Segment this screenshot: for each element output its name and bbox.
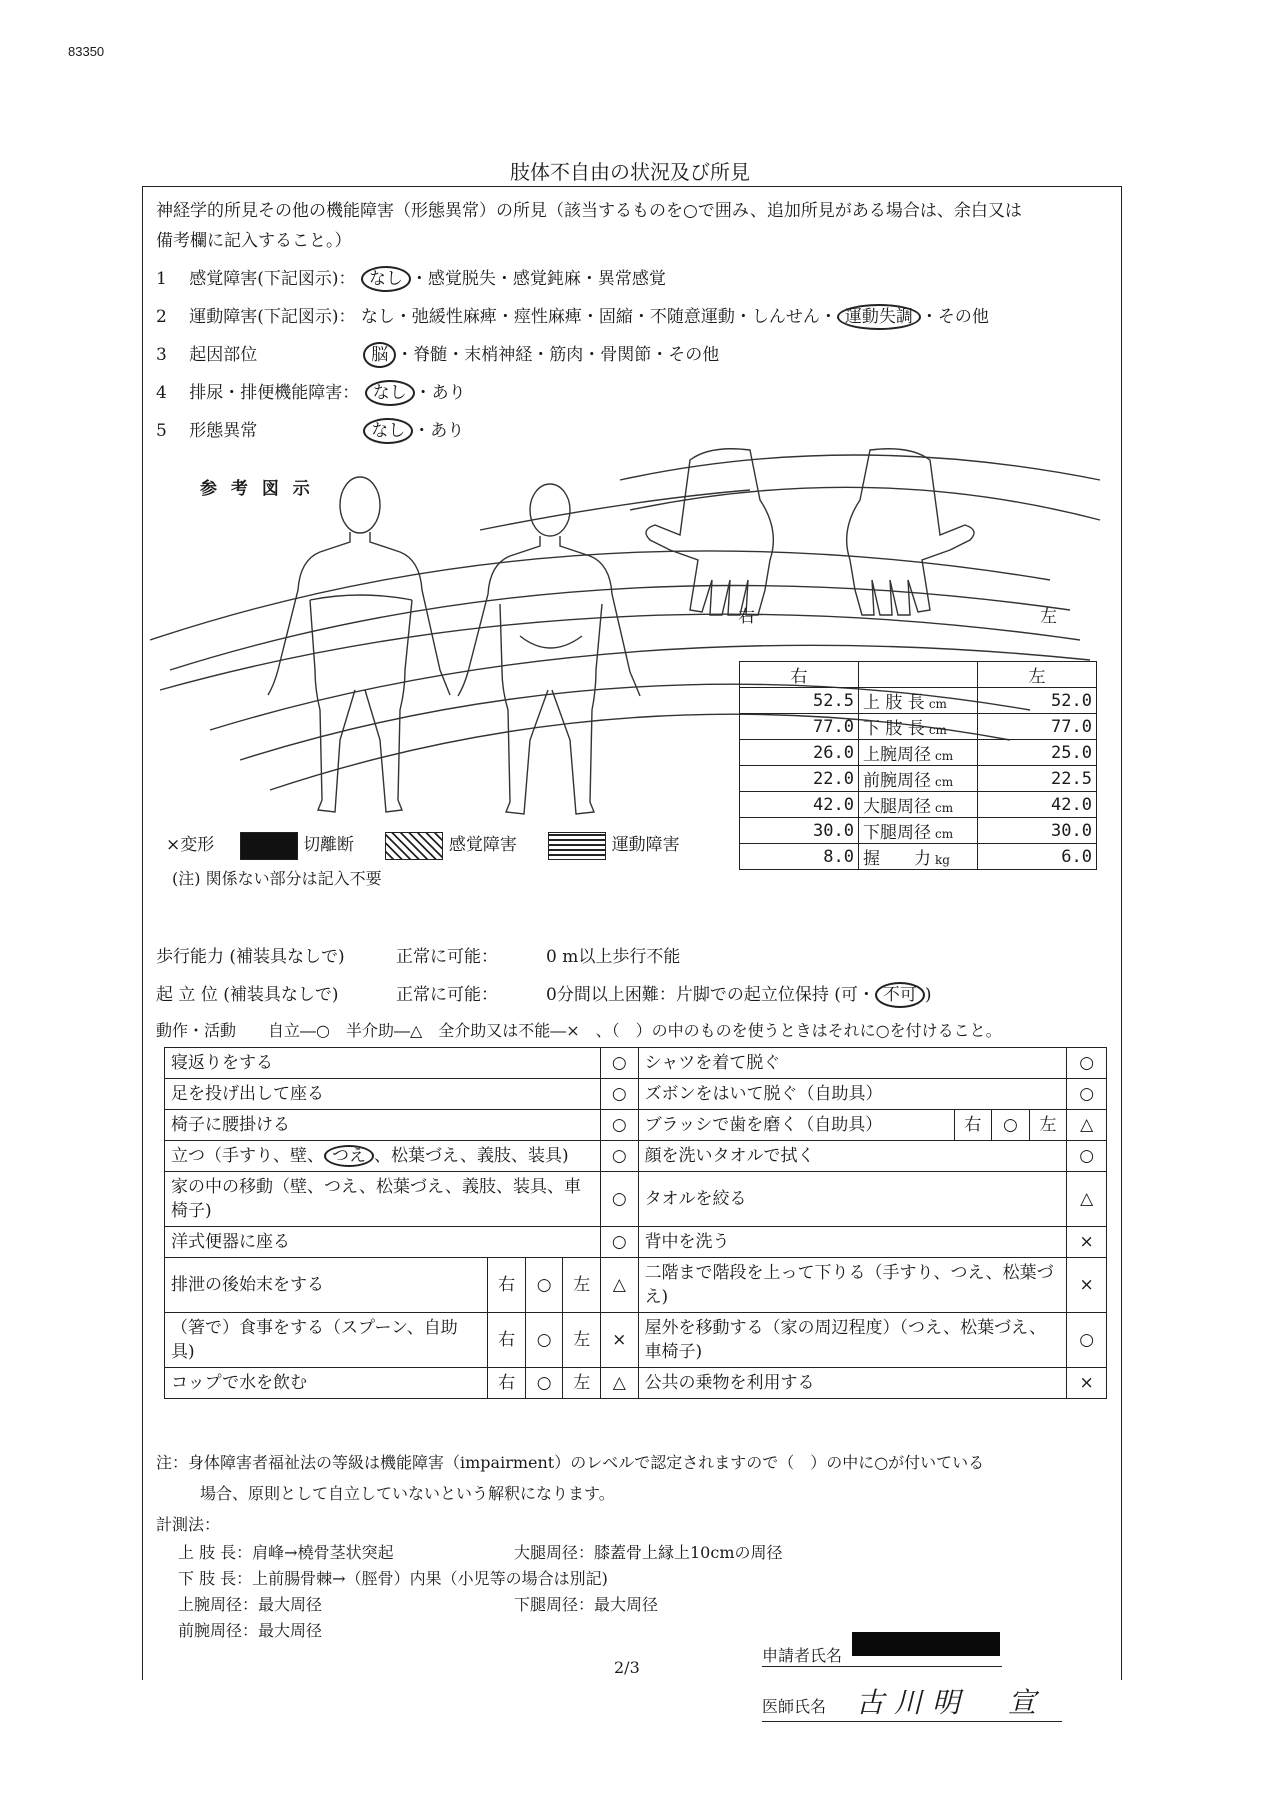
table-row	[165, 1313, 1107, 1368]
finding-4	[156, 378, 466, 406]
method-item: 下腿周径：最大周径	[514, 1595, 659, 1614]
finding-1	[156, 264, 666, 292]
back-body-outline	[458, 484, 640, 814]
finding-label: 運動障害(下記図示)：	[189, 307, 356, 327]
legend-amputation: 切離断	[303, 835, 355, 855]
activity-mark: ○	[525, 1368, 563, 1399]
unit: cm	[935, 749, 954, 763]
activity-right: 二階まで階段を上って下りる（手すり、つえ、松葉づえ)	[638, 1258, 1067, 1313]
measure-name: 握 力	[863, 849, 931, 869]
hand-left-label: 左	[1040, 607, 1057, 627]
right-value: 77.0	[740, 714, 859, 740]
table-row	[740, 766, 1097, 792]
walking-ability	[156, 942, 680, 967]
activity-mark: ○	[525, 1258, 563, 1313]
activity-mark: ○	[525, 1313, 563, 1368]
walking-label: 歩行能力 (補装具なしで)	[156, 947, 345, 967]
activity-mark: △	[601, 1258, 639, 1313]
measure-label	[859, 688, 978, 714]
finding-options: ・感覚脱失・感覚鈍麻・異常感覚	[410, 269, 666, 289]
activity-mark: ○	[601, 1172, 639, 1227]
measure-label	[859, 714, 978, 740]
doctor-name-line	[762, 1681, 1062, 1722]
table-row	[740, 844, 1097, 870]
doctor-label: 医師氏名	[762, 1697, 827, 1716]
finding-label: 形態異常	[189, 421, 258, 441]
activity-mark: ○	[1067, 1079, 1107, 1110]
activity-left: 家の中の移動（壁、つえ、松葉づえ、義肢、装具、車椅子)	[165, 1172, 601, 1227]
note-line-2: 場合、原則として自立していないという解釈になります。	[200, 1484, 615, 1503]
intro-line-2: 備考欄に記入すること。）	[156, 231, 352, 251]
activity-mark: △	[601, 1368, 639, 1399]
activity-mark: ×	[601, 1313, 639, 1368]
measure-label	[859, 792, 978, 818]
right-value: 8.0	[740, 844, 859, 870]
side-right: 右	[954, 1110, 992, 1141]
table-row	[165, 1141, 1107, 1172]
side-right: 右	[488, 1313, 526, 1368]
doctor-signature: 古川明 宣	[856, 1686, 1047, 1719]
unit: cm	[935, 775, 954, 789]
table-row	[165, 1227, 1107, 1258]
finding-number: 1	[156, 269, 167, 289]
method-item: 下 肢 長：上前腸骨棘→（脛骨）内果（小児等の場合は別記)	[178, 1569, 608, 1588]
table-row	[165, 1110, 1107, 1141]
standing-label: 起 立 位 (補装具なしで)	[156, 985, 339, 1005]
measure-name: 下腿周径	[863, 823, 931, 843]
left-value: 25.0	[978, 740, 1097, 766]
finding-label: 感覚障害(下記図示)：	[189, 269, 356, 289]
activity-left: 足を投げ出して座る	[165, 1079, 601, 1110]
activity-left: コップで水を飲む	[165, 1368, 488, 1399]
unit: cm	[935, 827, 954, 841]
side-left: 左	[1029, 1110, 1067, 1141]
legend-motor-swatch	[548, 832, 606, 860]
document-id: 83350	[68, 44, 105, 59]
legend-motor: 運動障害	[611, 835, 680, 855]
unit: cm	[928, 723, 947, 737]
finding-label: 排尿・排便機能障害：	[189, 383, 360, 403]
measure-name: 上 肢 長	[863, 693, 925, 713]
activity-right: タオルを絞る	[638, 1172, 1067, 1227]
activity-right: シャツを着て脱ぐ	[638, 1048, 1067, 1079]
left-value: 42.0	[978, 792, 1097, 818]
table-row	[740, 688, 1097, 714]
finding-options: なし・弛緩性麻痺・痙性麻痺・固縮・不随意運動・しんせん・	[360, 307, 837, 327]
finding-2	[156, 302, 989, 330]
walking-normal: 正常に可能：	[396, 947, 498, 967]
unit: kg	[935, 853, 950, 867]
measure-name: 前腕周径	[863, 771, 931, 791]
method-item: 上腕周径：最大周径	[178, 1595, 323, 1614]
measure-name: 大腿周径	[863, 797, 931, 817]
activity-mark: ×	[1067, 1368, 1107, 1399]
table-row	[165, 1368, 1107, 1399]
note-line-1: 注：身体障害者福祉法の等級は機能障害（impairment）のレベルで認定されますので（ ）の中に○が付いている	[156, 1453, 985, 1472]
activity-right: 公共の乗物を利用する	[638, 1368, 1067, 1399]
right-value: 42.0	[740, 792, 859, 818]
legend-deform: ×変形	[166, 835, 215, 855]
activity-mark: ○	[601, 1227, 639, 1258]
right-value: 22.0	[740, 766, 859, 792]
standing-value: 0分間以上困難：片脚での起立位保持 (可・	[546, 985, 875, 1005]
redacted-applicant-name	[852, 1632, 1000, 1656]
finding-options: ・脊髄・末梢神経・筋肉・骨関節・その他	[396, 345, 720, 365]
activity-right: 屋外を移動する（家の周辺程度）（つえ、松葉づえ、車椅子)	[638, 1313, 1067, 1368]
finding-number: 5	[156, 421, 167, 441]
activity-left: 洋式便器に座る	[165, 1227, 601, 1258]
activity-left: （箸で）食事をする（スプーン、自助具)	[165, 1313, 488, 1368]
side-right: 右	[488, 1368, 526, 1399]
measure-name: 上腕周径	[863, 745, 931, 765]
finding-options: ・あり	[414, 383, 466, 403]
standing-close: )	[924, 985, 932, 1005]
motor-line	[630, 487, 1100, 520]
header-label	[859, 662, 978, 688]
figure-heading: 参 考 図 示	[200, 479, 314, 499]
method-item: 大腿周径：膝蓋骨上縁上10cmの周径	[514, 1543, 783, 1562]
side-left: 左	[563, 1313, 601, 1368]
unit: cm	[928, 697, 947, 711]
activity-left: 椅子に腰掛ける	[165, 1110, 601, 1141]
circled-option: 運動失調	[837, 304, 921, 330]
circled-option: なし	[365, 380, 415, 406]
right-value: 52.5	[740, 688, 859, 714]
hand-right-label: 右	[738, 607, 755, 627]
measure-label	[859, 740, 978, 766]
activity-left	[165, 1141, 601, 1172]
standing-ability	[156, 980, 932, 1008]
activity-left: 寝返りをする	[165, 1048, 601, 1079]
finding-number: 3	[156, 345, 167, 365]
right-value: 26.0	[740, 740, 859, 766]
method-item: 上 肢 長：肩峰→橈骨茎状突起	[178, 1543, 394, 1562]
legend	[166, 830, 680, 860]
header-right: 右	[740, 662, 859, 688]
figure-note: (注) 関係ない部分は記入不要	[172, 869, 382, 888]
table-row	[165, 1258, 1107, 1313]
finding-label: 起因部位	[189, 345, 258, 365]
activity-mark: ○	[601, 1048, 639, 1079]
method-heading: 計測法：	[156, 1515, 221, 1534]
measure-label	[859, 766, 978, 792]
activity-text: 、松葉づえ、義肢、装具)	[374, 1146, 569, 1166]
activity-right: ズボンをはいて脱ぐ（自助具）	[638, 1079, 1067, 1110]
finding-number: 2	[156, 307, 167, 327]
activity-mark: △	[1067, 1110, 1107, 1141]
standing-normal: 正常に可能：	[396, 985, 498, 1005]
circled-option: つえ	[324, 1145, 374, 1167]
activities-table	[164, 1047, 1107, 1399]
side-left: 左	[563, 1368, 601, 1399]
left-hand-outline	[847, 449, 974, 615]
legend-sensory-swatch	[385, 832, 443, 860]
legend-sensory: 感覚障害	[448, 835, 517, 855]
measurement-table	[739, 661, 1097, 870]
table-row	[740, 714, 1097, 740]
table-row	[740, 792, 1097, 818]
table-row	[740, 818, 1097, 844]
activity-right: 顔を洗いタオルで拭く	[638, 1141, 1067, 1172]
activity-mark: ○	[1067, 1048, 1107, 1079]
table-row	[165, 1172, 1107, 1227]
activity-mark: ×	[1067, 1258, 1107, 1313]
activity-left: 排泄の後始末をする	[165, 1258, 488, 1313]
applicant-label: 申請者氏名	[762, 1646, 843, 1665]
activity-mark: ○	[992, 1110, 1030, 1141]
activity-header: 動作・活動 自立―○ 半介助―△ 全介助又は不能―× 、（ ）の中のものを使うときはそれに○を付けること。	[156, 1021, 1002, 1040]
left-value: 30.0	[978, 818, 1097, 844]
side-left: 左	[563, 1258, 601, 1313]
circled-option: 脳	[363, 342, 396, 368]
left-value: 6.0	[978, 844, 1097, 870]
activity-mark: ○	[601, 1141, 639, 1172]
activity-mark: ○	[1067, 1141, 1107, 1172]
activity-mark: ○	[601, 1110, 639, 1141]
finding-options: ・あり	[413, 421, 465, 441]
table-row	[165, 1048, 1107, 1079]
activity-mark: ×	[1067, 1227, 1107, 1258]
side-right: 右	[488, 1258, 526, 1313]
left-value: 52.0	[978, 688, 1097, 714]
left-value: 77.0	[978, 714, 1097, 740]
circled-option: なし	[363, 418, 413, 444]
finding-3	[156, 340, 719, 368]
page-title: 肢体不自由の状況及び所見	[510, 160, 750, 184]
activity-text: 立つ（手すり、壁、	[171, 1146, 324, 1166]
page-number: 2/3	[614, 1658, 640, 1677]
left-value: 22.5	[978, 766, 1097, 792]
activity-right: ブラッシで歯を磨く（自助具）	[638, 1110, 954, 1141]
activity-mark: ○	[601, 1079, 639, 1110]
circled-option: 不可	[875, 982, 925, 1008]
activity-mark: ○	[1067, 1313, 1107, 1368]
table-row	[165, 1079, 1107, 1110]
finding-options: ・その他	[920, 307, 989, 327]
intro-line-1: 神経学的所見その他の機能障害（形態異常）の所見（該当するものを○で囲み、追加所見がある場合は、余白又は	[156, 201, 1022, 221]
circled-option: なし	[361, 266, 411, 292]
measure-name: 下 肢 長	[863, 719, 925, 739]
activity-mark: △	[1067, 1172, 1107, 1227]
table-row	[740, 740, 1097, 766]
right-value: 30.0	[740, 818, 859, 844]
measure-label	[859, 818, 978, 844]
method-item: 前腕周径：最大周径	[178, 1621, 323, 1640]
unit: cm	[935, 801, 954, 815]
table-header-row	[740, 662, 1097, 688]
walking-value: 0 m以上歩行不能	[546, 947, 681, 967]
legend-amputation-swatch	[240, 832, 298, 860]
finding-number: 4	[156, 383, 167, 403]
activity-right: 背中を洗う	[638, 1227, 1067, 1258]
header-left: 左	[978, 662, 1097, 688]
measure-label	[859, 844, 978, 870]
right-hand-outline	[646, 449, 773, 615]
